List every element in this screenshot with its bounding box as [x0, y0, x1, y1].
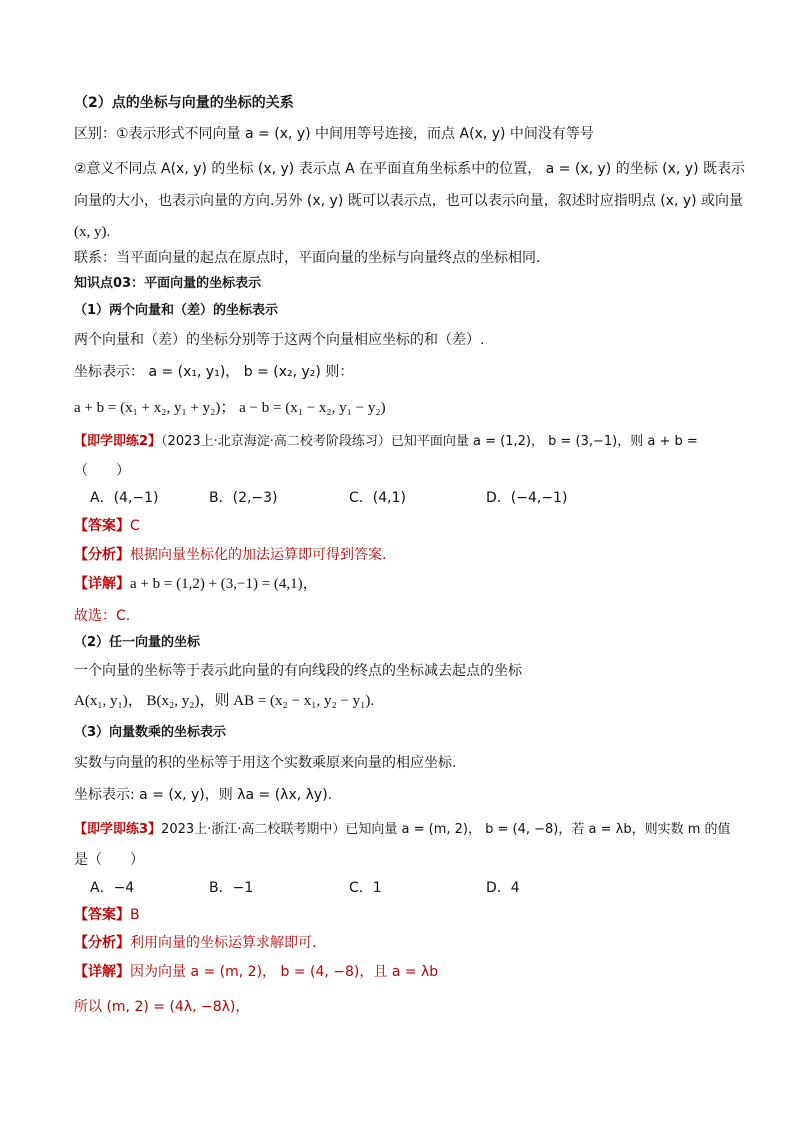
exercise-3-answer: [74, 905, 140, 925]
subheading-sum-diff: （1）两个向量和（差）的坐标表示: [74, 303, 279, 318]
analysis-tag: 【分析】: [74, 935, 130, 951]
paragraph-connection: 联系：当平面向量的起点在原点时，平面向量的坐标与向量终点的坐标相同.: [74, 250, 541, 266]
paragraph-meaning: ②意义不同点 A(x, y) 的坐标 (x, y) 表示点 A 在平面直角坐标系中的位置， a = (x, y) 的坐标 (x, y) 既表示: [74, 161, 745, 177]
detail-tag: 【详解】: [74, 576, 130, 592]
paragraph-meaning-end: (x, y).: [74, 224, 111, 240]
exercise-3-question: 2023上·浙江·高二校联考期中）已知向量 a = (m, 2)， b = (4, −8)，若 a = λb，则实数 m 的值: [161, 822, 731, 837]
subheading-scalar: （3）向量数乘的坐标表示: [74, 725, 227, 740]
paragraph-scalar: 实数与向量的积的坐标等于用这个实数乘原来向量的相应坐标.: [74, 755, 457, 771]
answer-tag: 【答案】: [74, 518, 130, 534]
analysis-text: 利用向量的坐标运算求解即可.: [130, 935, 317, 951]
exercise-2-option-a: A．(4,−1): [90, 490, 159, 506]
subheading-any-vector: （2）任一向量的坐标: [74, 635, 201, 650]
formula-scalar: 坐标表示: a = (x, y)，则 λa = (λx, λy).: [74, 787, 333, 803]
exercise-2-paren: （ ）: [74, 463, 130, 479]
exercise-3-last-line: 所以 (m, 2) = (4λ, −8λ)，: [74, 999, 250, 1015]
exercise-3-option-c: C．1: [349, 880, 382, 896]
answer-value: B: [130, 907, 140, 923]
exercise-2-question: （2023上·北京海淀·高二校考阶段练习）已知平面向量 a = (1,2)， b = (3,−1)，则 a + b =: [161, 434, 698, 449]
exercise-3-analysis: [74, 933, 316, 953]
paragraph-any-vector: 一个向量的坐标等于表示此向量的有向线段的终点的坐标减去起点的坐标: [74, 663, 522, 679]
formula-ab: A(x₁, y₁)， B(x₂, y₂)，则 AB = (x₂ − x₁, y₂ − y₁).: [74, 693, 375, 709]
exercise-3-stem: [74, 820, 731, 840]
answer-value: C: [130, 518, 140, 534]
paragraph-difference: 区别：①表示形式不同向量 a = (x, y) 中间用等号连接，而点 A(x, y) 中间没有等号: [74, 126, 594, 142]
knowledge-point-title: 知识点03：平面向量的坐标表示: [74, 276, 262, 291]
formula-coordinates: 坐标表示： a = (x₁, y₁)， b = (x₂, y₂) 则：: [74, 364, 354, 380]
exercise-2-option-b: B．(2,−3): [209, 490, 278, 506]
paragraph-sum-diff: 两个向量和（差）的坐标分别等于这两个向量相应坐标的和（差）.: [74, 332, 485, 348]
exercise-2-stem: [74, 432, 698, 452]
exercise-3-option-a: A．−4: [90, 880, 135, 896]
detail-text: 因为向量 a = (m, 2)， b = (4, −8)，且 a = λb: [130, 964, 439, 980]
formula-sum-diff: a + b = (x₁ + x₂, y₁ + y₂)； a − b = (x₁ − x₂, y₁ − y₂): [74, 400, 386, 416]
exercise-3-option-b: B．−1: [209, 880, 254, 896]
exercise-2-answer: [74, 516, 140, 536]
paragraph-meaning-cont: 向量的大小，也表示向量的方向.另外 (x, y) 既可以表示点，也可以表示向量，叙述时应指明点 (x, y) 或向量: [74, 193, 744, 209]
exercise-2-analysis: [74, 545, 386, 565]
exercise-2-detail: [74, 574, 318, 594]
section-heading-point-vector: （2）点的坐标与向量的坐标的关系: [74, 95, 294, 111]
exercise-3-option-d: D．4: [486, 880, 520, 896]
analysis-text: 根据向量坐标化的加法运算即可得到答案.: [130, 547, 387, 563]
exercise-3-detail: [74, 962, 438, 982]
exercise-2-option-c: C．(4,1): [349, 490, 406, 506]
exercise-3-tag: 【即学即练3】: [74, 822, 162, 837]
exercise-2-choice: 故选：C.: [74, 608, 131, 624]
exercise-2-tag: 【即学即练2】: [74, 434, 162, 449]
exercise-3-stem-cont: 是（ ）: [74, 852, 144, 868]
detail-text: a + b = (1,2) + (3,−1) = (4,1)，: [130, 576, 318, 592]
analysis-tag: 【分析】: [74, 547, 130, 563]
exercise-2-option-d: D．(−4,−1): [486, 490, 568, 506]
detail-tag: 【详解】: [74, 964, 130, 980]
answer-tag: 【答案】: [74, 907, 130, 923]
